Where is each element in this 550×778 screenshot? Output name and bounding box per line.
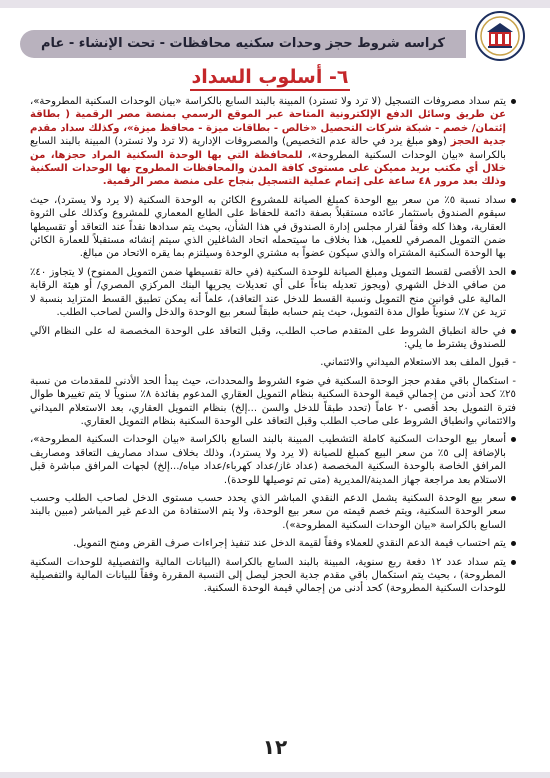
paragraph (30, 433, 516, 487)
bullet-icon (511, 541, 516, 546)
paragraph-text: (وهو مبلغ يرد في حالة عدم التخصيص) والمصروفات الإدارية (لا ترد ولا تسترد) المبينة بالبند السابع بالكراسة «بيان الوحدات السكنية المطروحة»، (30, 136, 506, 161)
paragraph-text: الحد الأقصى لقسط التمويل ومبلغ الصيانة للوحدة السكنية (في حالة تقسيطها ضمن التمويل الممنوح) لا يتجاوز ٤٠٪ من صافي الدخل الشهري (ويجوز تعديله بناءاً على أي تعديلات يجريها البنك المركزي المصري/ أو هيئة الرقابة المالية على قوانين منح التمويل ونسبة القسط للدخل عند التعاقد)، علماً أنه يمكن تطبيق القسط المتزايد بنسبة لا تزيد عن ٧٪ سنوياً طوال مدة التمويل، حيث يتم حسابه طبقاً لسعر بيع الوحدة والدخل والسن لصاحب الطلب. (30, 266, 506, 319)
paragraph (30, 325, 516, 352)
document-body (30, 95, 516, 601)
ministry-emblem-icon (470, 10, 530, 62)
highlighted-text: للمحافظة التي بها الوحدة السكنية المراد حجزها، من خلال أي مكتب بريد مميكن على مستوى كافة المدن والمحافظات المطروح بها الوحدات السكنية وذلك بعد مرور ٤٨ ساعة على إتمام عملية التسجيل بنجاح على منصة مصر الرقمية. (30, 149, 506, 188)
bullet-icon (511, 99, 516, 104)
paragraph (30, 492, 516, 532)
paragraph-text: يتم سداد مصروفات التسجيل (لا ترد ولا تسترد) المبينة بالبند السابع بالكراسة «بيان الوحدات السكنية المطروحة»، (30, 96, 506, 107)
header-title-band (20, 30, 466, 58)
paragraph (30, 356, 516, 369)
paragraph (30, 375, 516, 429)
paragraph-text: يتم احتساب قيمة الدعم النقدي للعملاء وفقاً لقيمة الدخل عند تنفيذ إجراءات صرف القرض ومنح التمويل. (73, 538, 506, 550)
page-number: ١٢ (262, 735, 288, 759)
bullet-icon (511, 329, 516, 334)
paragraph-text: في حالة انطباق الشروط على المتقدم صاحب الطلب، وقبل التعاقد على الوحدة المخصصة له على النظام الآلي للصندوق يشترط ما يلي: (30, 325, 506, 350)
bottom-decorative-bar (0, 772, 550, 778)
bullet-icon (511, 437, 516, 442)
paragraph-text: سداد نسبة ٥٪ من سعر بيع الوحدة كمبلغ الصيانة للمشروع الكائن به الوحدة السكنية (لا يرد ولا يسترد)، حيث سيقوم الصندوق باستثمار عائده مستقبلاً بصفة دائمة للحفاظ على الطابع المعماري للمشروع وكذلك على الثروة العقارية، وهذا كله وفقاً لقرار مجلس إدارة الصندوق في هذا الشأن، بحيث يتم سدادها نقداً عند التعاقد أو تقسيطها ضمن التمويل المصرفي للعميل، هذا بخلاف ما سيتحمله اتحاد الشاغلين الذي سيتم إنشائه مستقبلاً للعمارة الكائن بها الوحدة السكنية المشتراه والذي سيكون عضواً به مشتري الوحدة وسيلتزم بما يقره الاتحاد من مبالغ. (30, 194, 507, 260)
paragraph-text: - قبول الملف بعد الاستعلام الميداني والائتماني. (320, 357, 516, 369)
paragraph (30, 556, 516, 596)
paragraph-text: - استكمال باقي مقدم حجز الوحدة السكنية في ضوء الشروط والمحددات، حيث يبدأ الحد الأدنى للمقدمات من نسبة ٢٥٪ كحد أدنى من إجمالي قيمة الوحدة السكنية بنظام التمويل العقاري المدعوم بفائدة ٨٪ سنوياً لا يتم تغييرها طوال فترة التمويل بحد أقصى ٢٠ عاماً (تحدد طبقاً للدخل والسن ...إلخ) بنظام التمويل العقاري، بعد الاستعلام الميداني والائتماني وانطباق الشروط على صاحب الطلب وقبل التعاقد على الوحدة السكنية بنظام التمويل العقاري. (30, 375, 516, 427)
bullet-icon (511, 270, 516, 275)
bullet-icon (511, 198, 516, 203)
section-title: ٦- أسلوب السداد (191, 66, 349, 88)
title-underline (190, 89, 350, 91)
paragraph-text: يتم سداد عدد ١٢ دفعة ربع سنوية، المبينة بالبند السابع بالكراسة (البيانات المالية والتفصيلية للوحدات السكنية المطروحة) ، بحيث يتم استكمال باقي مقدم جدية الحجز ليصل إلى النسبة المقررة وفقاً للبيانات المالية والتفصيلية للوحدات السكنية المطروحة) كحد أدنى من إجمالي قيمة الوحدة السكنية. (30, 556, 506, 595)
page-header (20, 10, 530, 62)
paragraph-text: سعر بيع الوحدة السكنية يشمل الدعم النقدي المباشر الذي يحدد حسب مستوى الدخل لصاحب الطلب وحسب سعر الوحدة السكنية، ويتم خصم قيمته من سعر بيع الوحدة، ولا يتم الاستفادة من الدعم غير المباشر (مبين بالبند السابع بالكراسة «بيان الوحدات السكنية المطروحة»). (30, 492, 506, 531)
highlighted-text: عن طريق وسائل الدفع الإلكترونية المتاحة عبر الموقع الرسمي بمنصة مصر الرقمية ( بطاقة إئتمان/ خصم - شبكة شركات التحصيل «خالص - بطاقات ميزة - محافظ ميزة»، وكذلك سداد مقدم جدية الحجز (30, 109, 507, 148)
paragraph-text: أسعار بيع الوحدات السكنية كاملة التشطيب المبينة بالبند السابع بالكراسة «بيان الوحدات السكنية المطروحة»، بالإضافة إلى ٥٪ من سعر البيع كمبلغ للصيانة (لا يرد ولا يسترد)، وذلك بخلاف سداد مصاريف التعاقد ومصاريف المرافق الخاصة بالوحدة السكنية المخصصة (عداد غاز/عداد كهرباء/عداد مياه/...إلخ) لجهات المرافق مباشرة قبل الاستلام بعد مراجعة جهاز المدينة/المديرية (متى تم توصيلها للوحدة). (30, 434, 506, 486)
bullet-icon (511, 496, 516, 501)
top-decorative-stripe (0, 0, 550, 8)
paragraph (30, 194, 516, 261)
bullet-icon (511, 560, 516, 565)
paragraph (30, 266, 516, 320)
paragraph (30, 95, 516, 189)
paragraph (30, 537, 516, 550)
header-title: كراسه شروط حجز وحدات سكنيه محافظات - تحت الإنشاء - عام (41, 36, 445, 51)
